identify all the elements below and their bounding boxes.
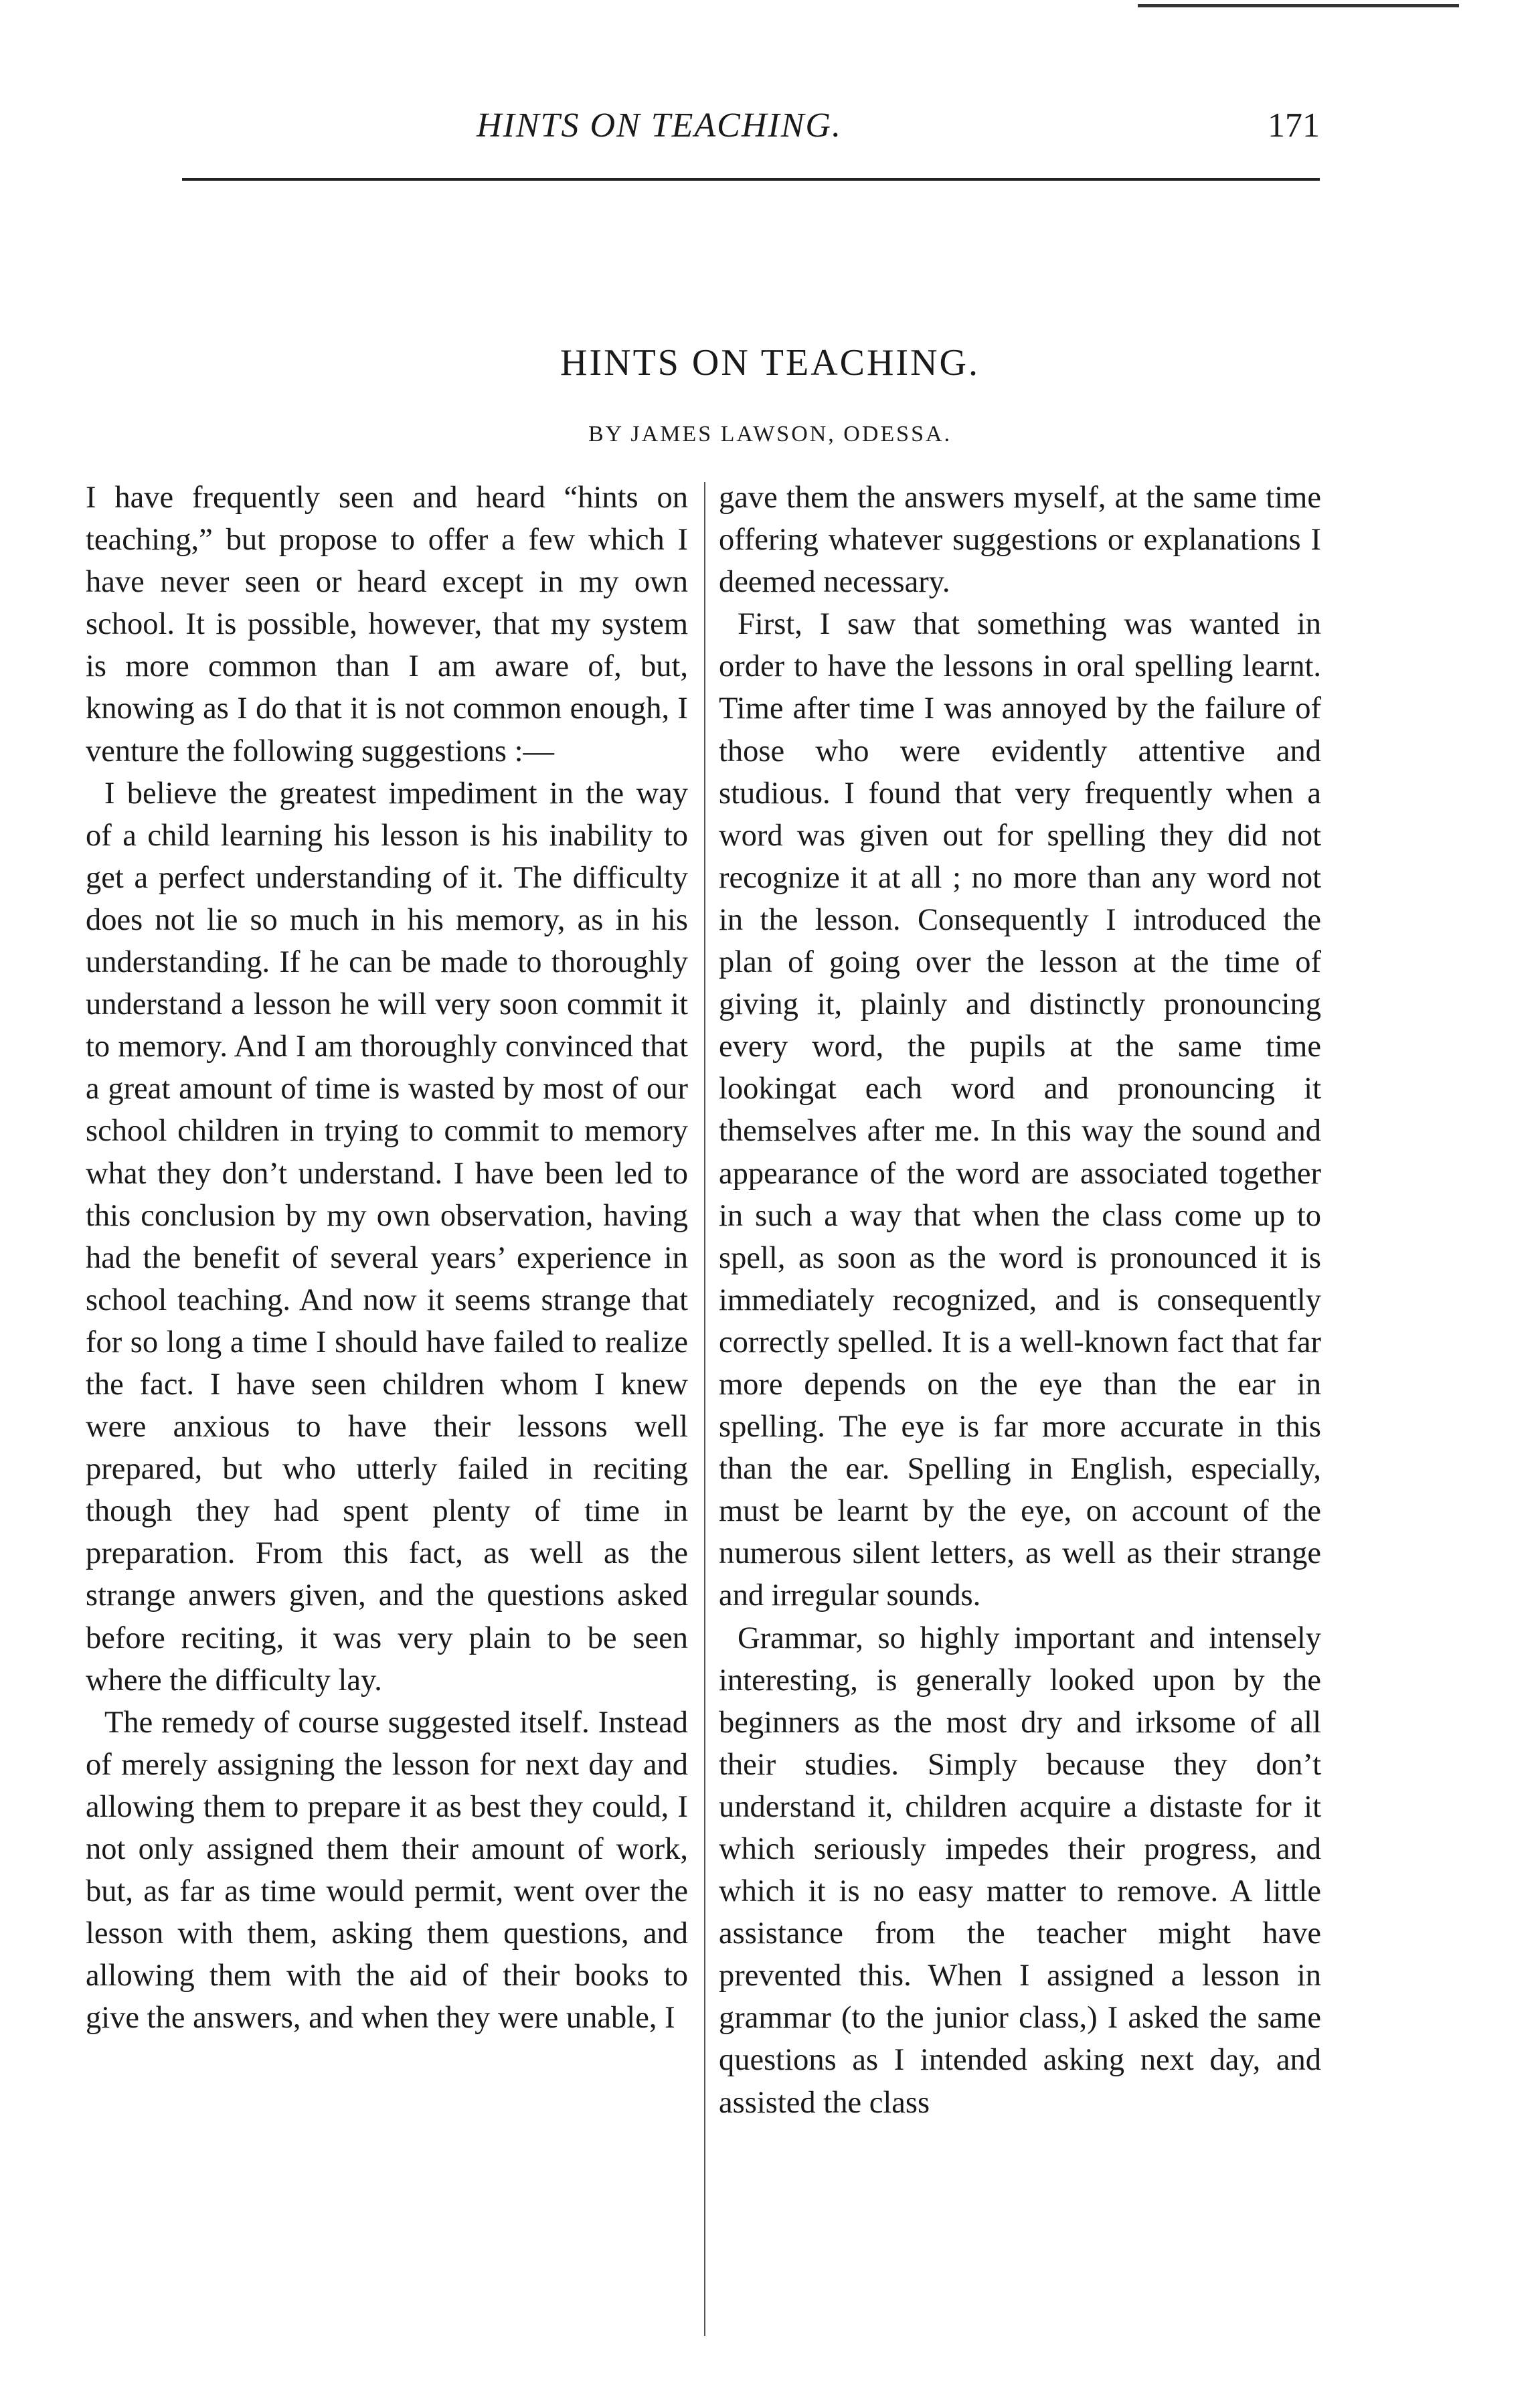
paragraph: First, I saw that something was wanted in order to have the lessons in oral spelling learnt. Time after time I was annoyed by the failure of those who were evidently attentive and studious. I found that very frequently when a word was given out for spelling they did not recognize it at all ; no more than any word not in the lesson. Consequently I introduced the plan of going over the lesson at the time of giving it, plainly and distinctly pronouncing every word, the pupils at the same time lookingat each word and pronouncing it themselves after me. In this way the sound and appearance of the word are associated together in such a way that when the class come up to spell, as soon as the word is pronounced it is immediately recognized, and is consequently correctly spelled. It is a well-known fact that far more depends on the eye than the ear in spelling. The eye is far more accurate in this than the ear. Spelling in English, especially, must be learnt by the eye, on account of the numerous silent letters, as well as their strange and irregular sounds.	[719, 607, 1321, 1613]
article-title: HINTS ON TEACHING.	[560, 342, 980, 384]
header-rule	[182, 178, 1320, 181]
left-column	[86, 477, 688, 2039]
running-title: HINTS ON TEACHING.	[477, 106, 842, 145]
article-byline: BY JAMES LAWSON, ODESSA.	[588, 422, 952, 446]
paragraph: gave them the answers myself, at the same time offering whatever suggestions or explanations I deemed necessary.	[719, 481, 1321, 600]
paragraph: Grammar, so highly important and intensely interesting, is generally looked upon by the beginners as the most dry and irksome of all their studies. Simply because they don’t understand it, children acquire a distaste for it which seriously impedes their progress, and which it is no easy matter to remove. A little assistance from the teacher might have prevented this. When I assigned a lesson in grammar (to the junior class,) I asked the same questions as I intended asking next day, and assisted the class	[719, 1621, 1321, 2120]
page-number: 171	[1268, 106, 1320, 145]
running-head	[182, 106, 1320, 159]
paragraph: The remedy of course suggested itself. Instead of merely assigning the lesson for next day and allowing them to prepare it as best they could, I not only assigned them their amount of work, but, as far as time would permit, went over the lesson with them, asking them questions, and allowing them with the aid of their books to give the answers, and when they were unable, I	[86, 1705, 688, 2036]
paragraph: I believe the greatest impediment in the way of a child learning his lesson is his inability to get a perfect understanding of it. The difficulty does not lie so much in his memory, as in his understanding. If he can be made to thoroughly understand a lesson he will very soon commit it to memory. And I am thoroughly convinced that a great amount of time is wasted by most of our school children in trying to commit to memory what they don’t understand. I have been led to this conclusion by my own observation, having had the benefit of several years’ experience in school teaching. And now it seems strange that for so long a time I should have failed to realize the fact. I have seen children whom I knew were anxious to have their lessons well prepared, but who utterly failed in reciting though they had spent plenty of time in preparation. From this fact, as well as the strange anwers given, and the questions asked before reciting, it was very plain to be seen where the difficulty lay.	[86, 776, 688, 1698]
paragraph: I have frequently seen and heard “hints on teaching,” but propose to offer a few which I have never seen or heard except in my own school. It is possible, however, that my system is more common than I am aware of, but, knowing as I do that it is not common enough, I venture the following suggestions :—	[86, 481, 688, 768]
right-column	[719, 477, 1321, 2124]
top-edge-rule	[1138, 4, 1459, 7]
column-divider	[704, 482, 705, 2336]
